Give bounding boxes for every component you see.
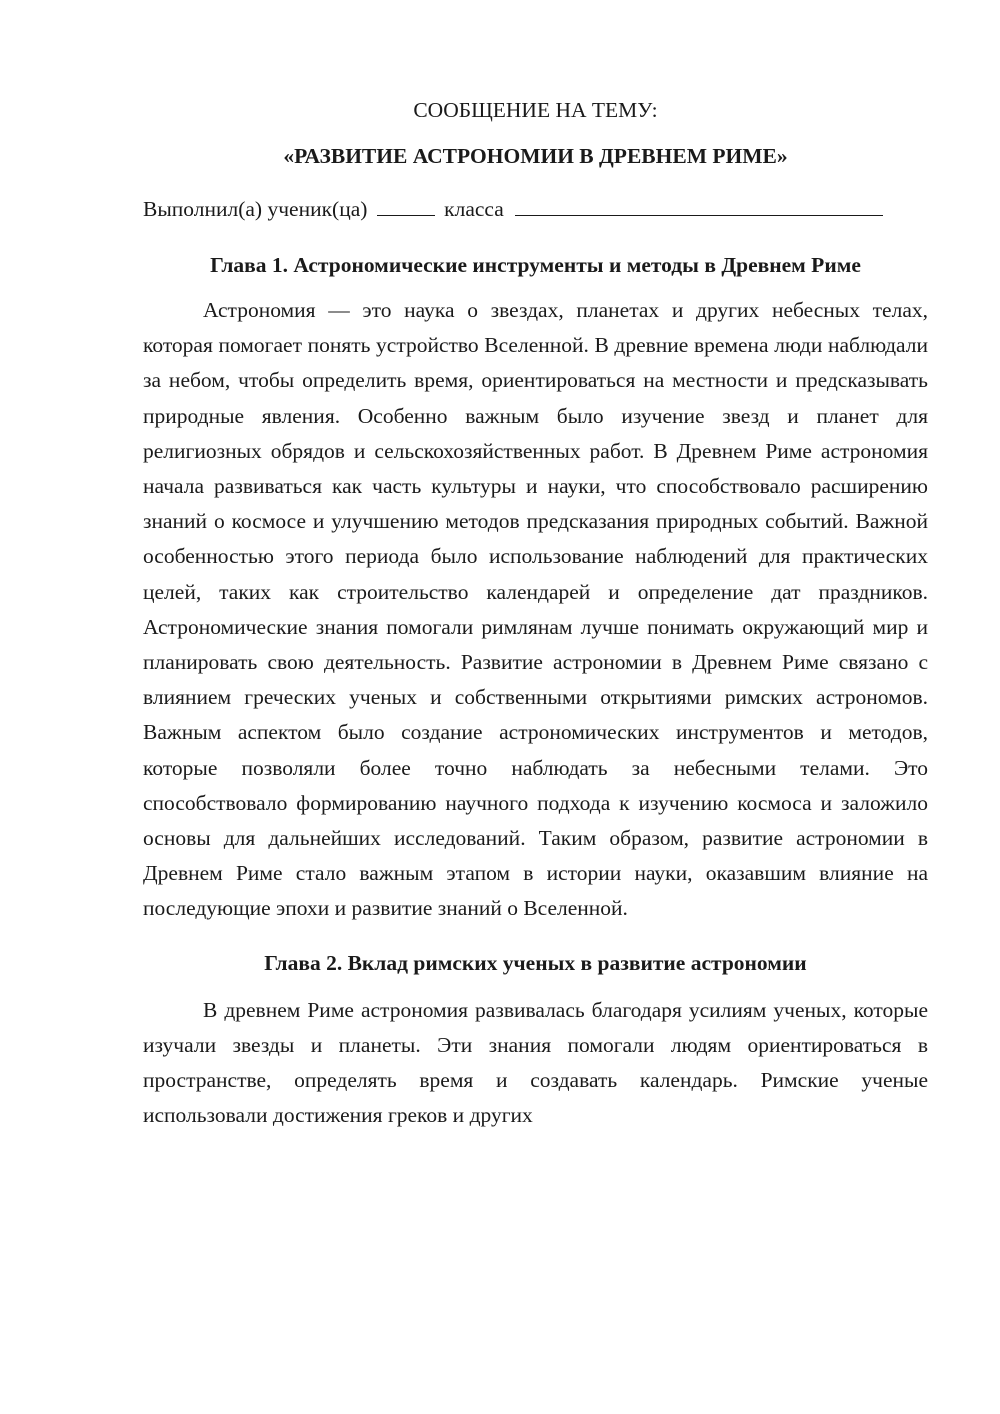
document-page (143, 92, 928, 1133)
author-prefix: Выполнил(а) ученик(ца) (143, 197, 368, 221)
chapter-1-paragraph: Астрономия — это наука о звездах, планетах и других небесных телах, которая помогает понять устройство Вселенной. В древние времена люди наблюдали за небом, чтобы определить время, ориентироваться на местности и предсказывать природные явления. Особенно важным было изучение звезд и планет для религиозных обрядов и сельскохозяйственных работ. В Древнем Риме астрономия начала развиваться как часть культуры и науки, что способствовало расширению знаний о космосе и улучшению методов предсказания природных событий. Важной особенностью этого периода было использование наблюдений для практических целей, таких как строительство календарей и определение дат праздников. Астрономические знания помогали римлянам лучше понимать окружающий мир и планировать свою деятельность. Развитие астрономии в Древнем Риме связано с влиянием греческих ученых и собственными открытиями римских астрономов. Важным аспектом было создание астрономических инструментов и методов, которые позволяли более точно наблюдать за небесными телами. Это способствовало формированию научного подхода к изучению космоса и заложило основы для дальнейших исследований. Таким образом, развитие астрономии в Древнем Риме стало важным этапом в истории науки, оказавшим влияние на последующие эпохи и развитие знаний о Вселенной. (143, 298, 928, 921)
class-number-blank (377, 195, 435, 216)
chapter-2-paragraph: В древнем Риме астрономия развивалась благодаря усилиям ученых, которые изучали звезды и планеты. Эти знания помогали людям ориентироваться в пространстве, определять время и создавать календарь. Римские ученые использовали достижения греков и других (143, 997, 928, 1128)
document-title-line-2: «РАЗВИТИЕ АСТРОНОМИИ В ДРЕВНЕМ РИМЕ» (283, 144, 788, 168)
document-title-line-1: СООБЩЕНИЕ НА ТЕМУ: (413, 98, 658, 122)
author-line (143, 191, 928, 227)
chapter-2-heading: Глава 2. Вклад римских ученых в развитие астрономии (264, 950, 807, 975)
author-class-word: класса (444, 197, 504, 221)
student-name-blank (515, 195, 883, 216)
chapter-1-heading: Глава 1. Астрономические инструменты и методы в Древнем Риме (210, 253, 861, 277)
